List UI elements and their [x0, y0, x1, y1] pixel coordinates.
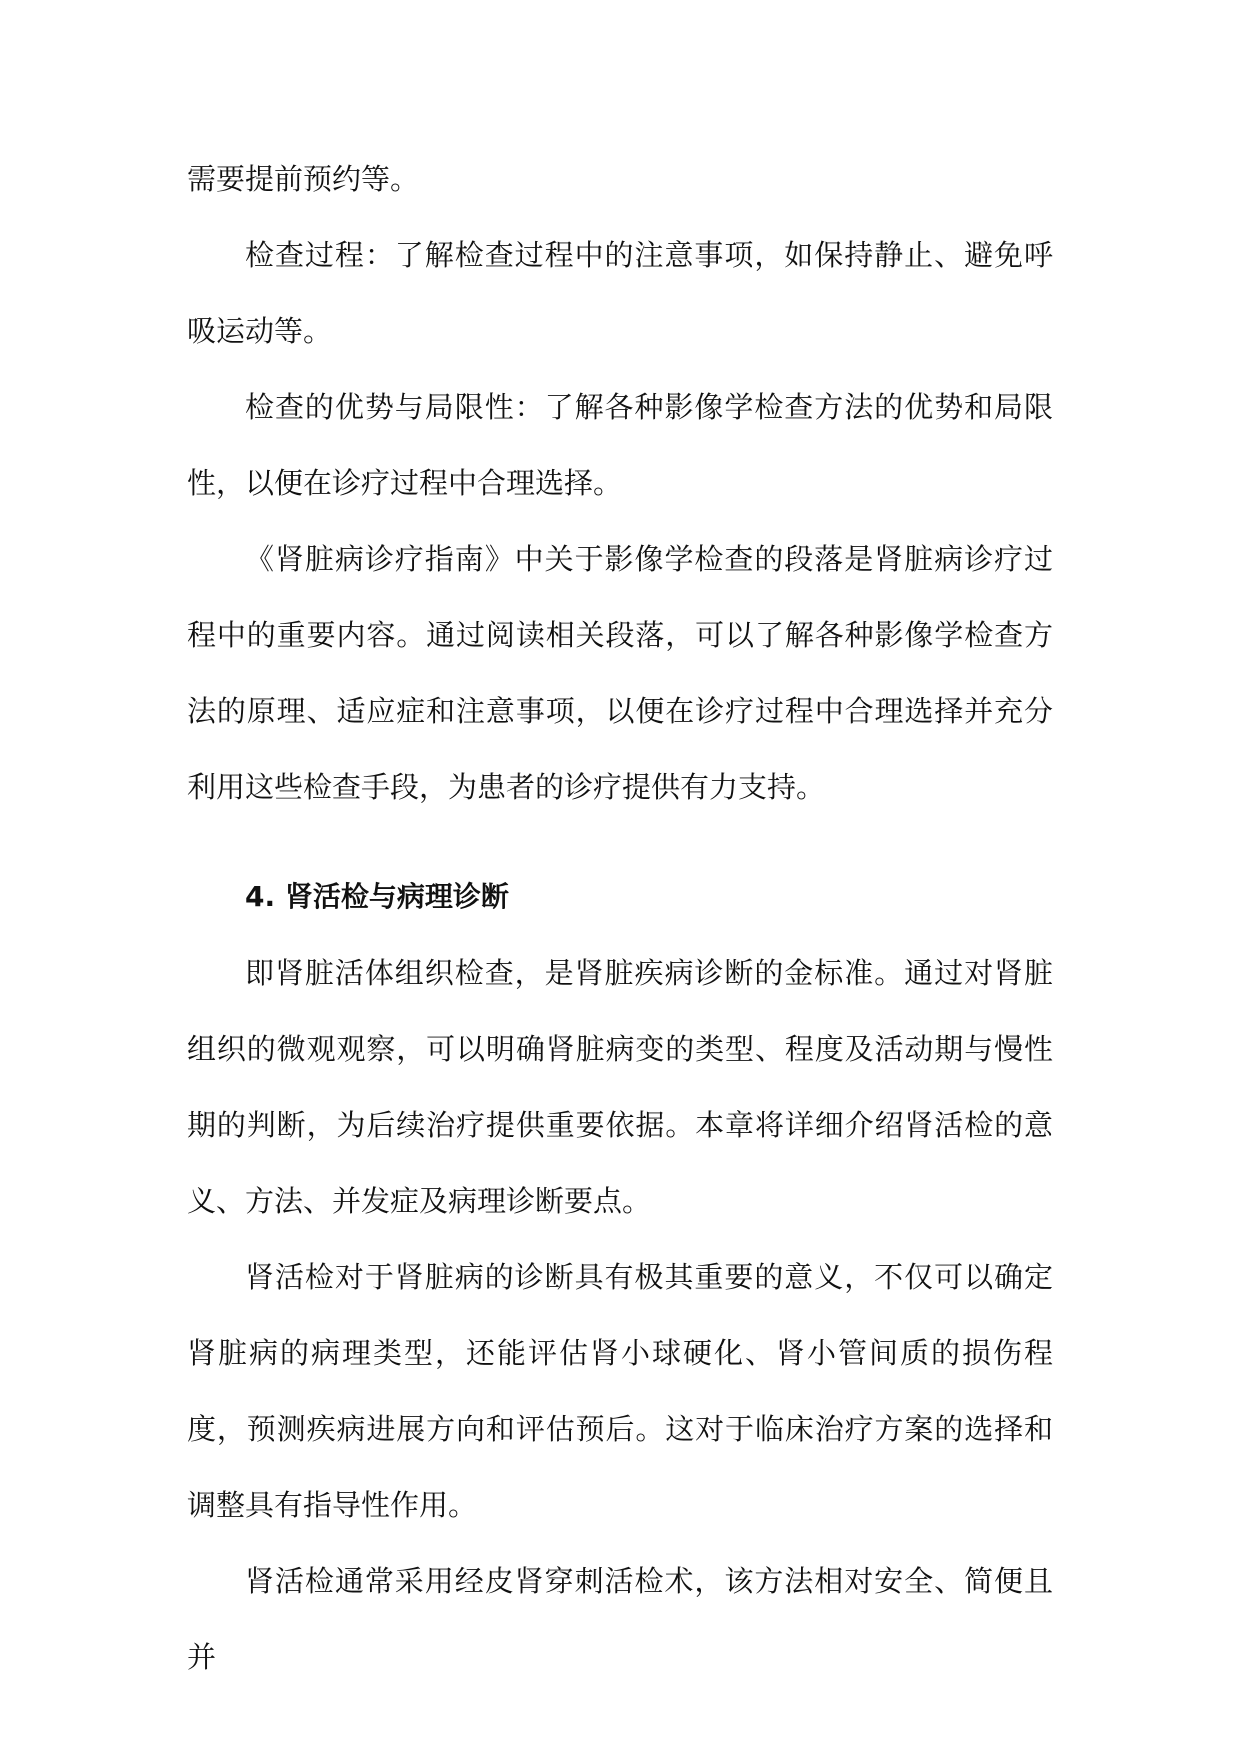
paragraph-biopsy-significance: 肾活检对于肾脏病的诊断具有极其重要的意义，不仅可以确定肾脏病的病理类型，还能评估肾小球硬化、肾小管间质的损伤程度，预测疾病进展方向和评估预后。这对于临床治疗方案的选择和调整具有指导性作用。	[187, 1260, 1053, 1522]
section-heading: 4. 肾活检与病理诊断	[245, 880, 509, 913]
paragraph-biopsy-method: 肾活检通常采用经皮肾穿刺活检术，该方法相对安全、简便且并	[187, 1564, 1053, 1674]
paragraph-exam-process: 检查过程：了解检查过程中的注意事项，如保持静止、避免呼吸运动等。	[187, 238, 1053, 348]
paragraph-guideline-summary: 《肾脏病诊疗指南》中关于影像学检查的段落是肾脏病诊疗过程中的重要内容。通过阅读相关段落，可以了解各种影像学检查方法的原理、适应症和注意事项，以便在诊疗过程中合理选择并充分利用这些检查手段，为患者的诊疗提供有力支持。	[187, 542, 1053, 804]
paragraph-continuation: 需要提前预约等。	[187, 162, 420, 196]
document-body	[187, 141, 1053, 1695]
paragraph-exam-pros-cons: 检查的优势与局限性：了解各种影像学检查方法的优势和局限性，以便在诊疗过程中合理选择。	[187, 390, 1053, 500]
paragraph-biopsy-intro: 即肾脏活体组织检查，是肾脏疾病诊断的金标准。通过对肾脏组织的微观观察，可以明确肾脏病变的类型、程度及活动期与慢性期的判断，为后续治疗提供重要依据。本章将详细介绍肾活检的意义、方法、并发症及病理诊断要点。	[187, 956, 1053, 1218]
